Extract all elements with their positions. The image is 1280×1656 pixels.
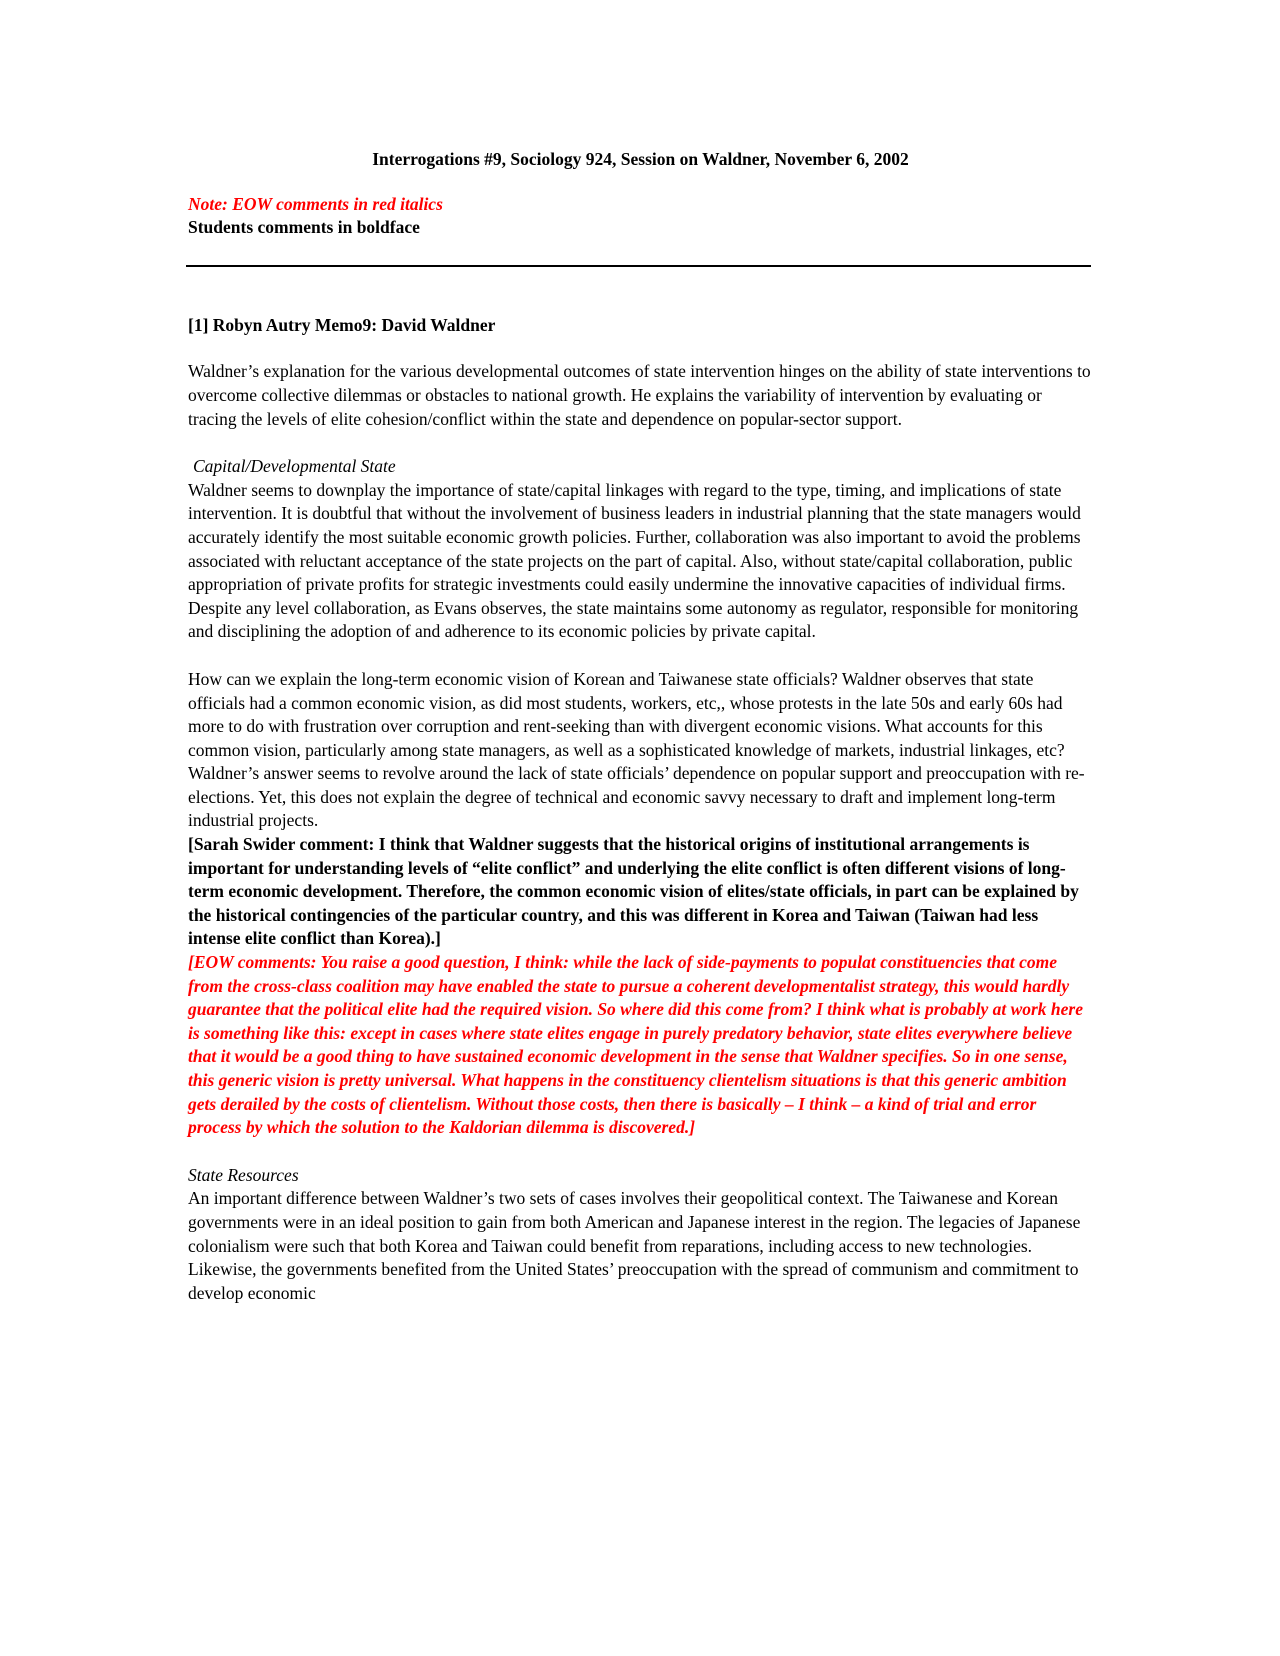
eow-comment: [EOW comments: You raise a good question, I think: while the lack of side-payments to populat constituencies that come from the cross-class coalition may have enabled the state to pursue a coherent developmentalist strategy, this would hardly guarantee that the political elite had the required vision. So where did this come from? I think what is probably at work here is something like this: except in cases where state elites engage in purely predatory behavior, state elites everywhere believe that it would be a good thing to have sustained economic development in the sense that Waldner specifies. So in one sense, this generic vision is pretty universal. What happens in the constituency clientelism situations is that this generic ambition gets derailed by the costs of clientelism. Without those costs, then there is basically – I think – a kind of trial and error process by which the solution to the Kaldorian dilemma is discovered.] <box>188 952 1084 1138</box>
memo-heading: [1] Robyn Autry Memo9: David Waldner <box>188 314 496 335</box>
section-heading-capital: Capital/Developmental State <box>193 456 396 477</box>
intro-paragraph: Waldner’s explanation for the various developmental outcomes of state intervention hinges on the ability of state interventions to overcome collective dilemmas or obstacles to national growth. He explains the variability of intervention by evaluating or tracing the levels of elite cohesion/conflict within the state and dependence on popular-sector support. <box>188 361 1091 429</box>
document-title: Interrogations #9, Sociology 924, Session on Waldner, November 6, 2002 <box>372 149 909 169</box>
section-paragraph-capital: Waldner seems to downplay the importance of state/capital linkages with regard to the type, timing, and implications of state intervention. It is doubtful that without the involvement of business leaders in industrial planning that the state managers would accurately identify the most suitable economic growth policies. Further, collaboration was also important to avoid the problems associated with reluctant acceptance of the state projects on the part of capital. Also, without state/capital collaboration, public appropriation of private profits for strategic investments could easily undermine the innovative capacities of individual firms. Despite any level collaboration, as Evans observes, the state maintains some autonomy as regulator, responsible for monitoring and disciplining the adoption of and adherence to its economic policies by private capital. <box>188 479 1081 642</box>
section-paragraph-resources: An important difference between Waldner’s two sets of cases involves their geopolitical context. The Taiwanese and Korean governments were in an ideal position to gain from both American and Japanese interest in the region. The legacies of Japanese colonialism were such that both Korea and Taiwan could benefit from reparations, including access to new technologies. Likewise, the governments benefited from the United States’ preoccupation with the spread of communism and commitment to develop economic <box>188 1188 1081 1303</box>
student-comment: [Sarah Swider comment: I think that Waldner suggests that the historical origins of institutional arrangements is important for understanding levels of “elite conflict” and underlying the elite conflict is often different visions of long-term economic development. Therefore, the common economic vision of elites/state officials, in part can be explained by the historical contingencies of the particular country, and this was different in Korea and Taiwan (Taiwan had less intense elite conflict than Korea).] <box>188 834 1079 949</box>
note-eow-legend: Note: EOW comments in red italics <box>188 193 443 214</box>
note-students-legend: Students comments in boldface <box>188 217 420 238</box>
horizontal-rule <box>186 265 1091 267</box>
document-page <box>188 148 1093 1305</box>
question-paragraph: How can we explain the long-term economic vision of Korean and Taiwanese state officials? Waldner observes that state officials had a common economic vision, as did most students, workers, etc,, whose protests in the late 50s and early 60s had more to do with frustration over corruption and rent-seeking than with divergent economic visions. What accounts for this common vision, particularly among state managers, as well as a sophisticated knowledge of markets, industrial linkages, etc? Waldner’s answer seems to revolve around the lack of state officials’ dependence on popular support and preoccupation with re-elections. Yet, this does not explain the degree of technical and economic savvy necessary to draft and implement long-term industrial projects. <box>188 668 1085 831</box>
section-heading-resources: State Resources <box>188 1164 299 1185</box>
